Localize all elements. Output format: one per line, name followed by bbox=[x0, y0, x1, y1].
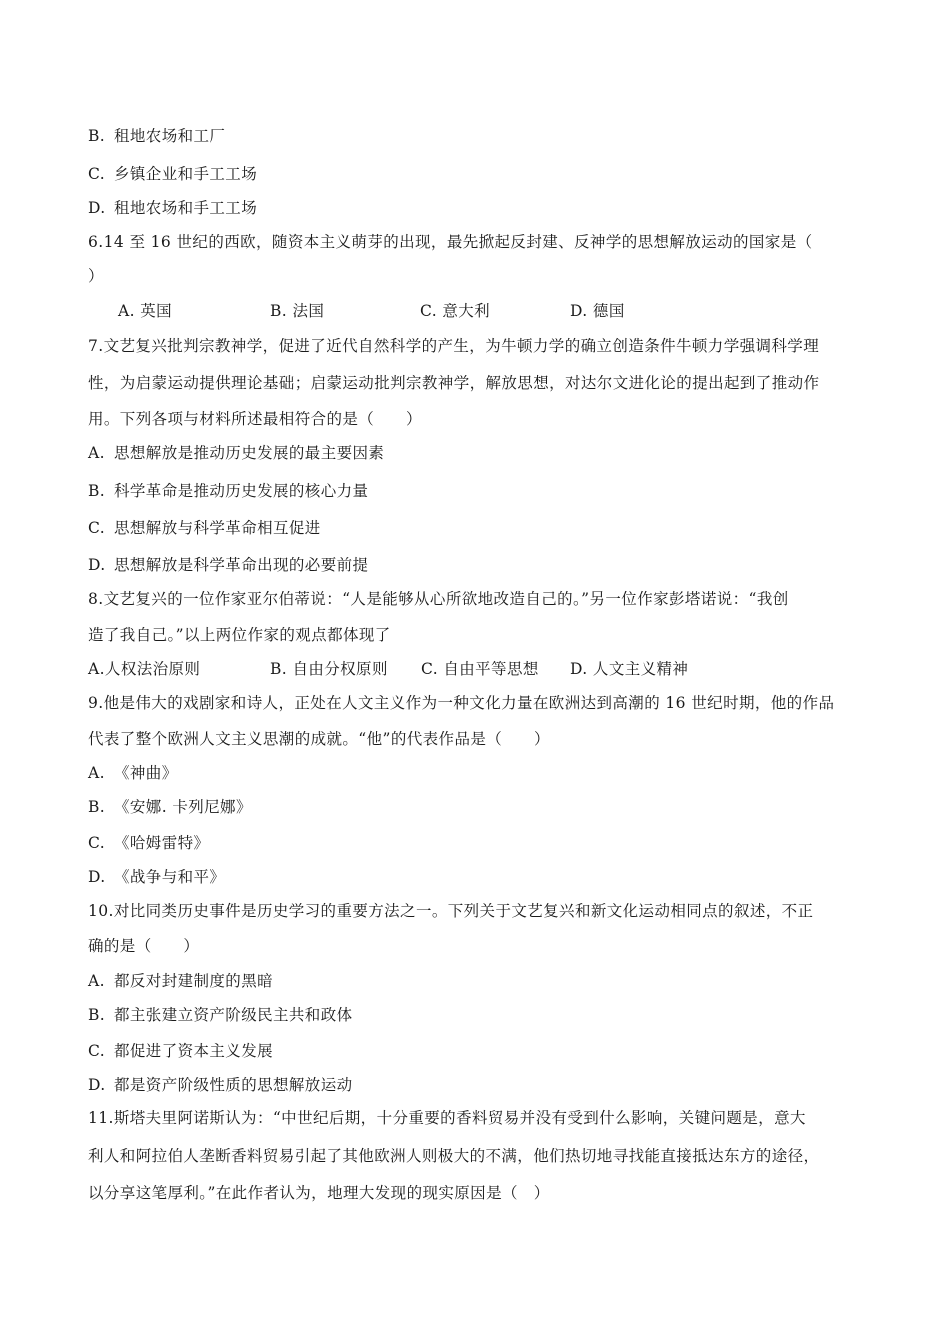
option-label: C. bbox=[88, 1042, 106, 1060]
q8-stem-line2: 造了我自己。”以上两位作家的观点都体现了 bbox=[88, 626, 391, 644]
q5-option-b bbox=[88, 126, 225, 146]
q10-option-d bbox=[88, 1075, 353, 1095]
q10-stem-line2: 确的是（ ） bbox=[88, 937, 200, 955]
option-label: C. bbox=[88, 834, 106, 852]
option-text: 乡镇企业和手工工场 bbox=[114, 165, 258, 183]
option-label: D. bbox=[88, 199, 106, 217]
q11-stem-line1: 11.斯塔夫里阿诺斯认为：“中世纪后期，十分重要的香料贸易并没有受到什么影响，关键问题是，意大 bbox=[88, 1109, 806, 1127]
option-text: 租地农场和工厂 bbox=[114, 127, 226, 145]
option-text: 都主张建立资产阶级民主共和政体 bbox=[114, 1006, 353, 1024]
q6-option-d: D. 德国 bbox=[570, 302, 625, 320]
q7-option-a bbox=[88, 443, 384, 463]
q9-option-b bbox=[88, 797, 252, 817]
option-text: 都是资产阶级性质的思想解放运动 bbox=[114, 1076, 353, 1094]
q7-stem-line1: 7.文艺复兴批判宗教神学，促进了近代自然科学的产生，为牛顿力学的确立创造条件牛顿力学强调科学理 bbox=[88, 337, 820, 355]
option-text: 都促进了资本主义发展 bbox=[114, 1042, 274, 1060]
option-label: A. bbox=[88, 444, 105, 462]
option-text: 思想解放是科学革命出现的必要前提 bbox=[114, 556, 369, 574]
q5-option-c bbox=[88, 164, 257, 184]
q8-option-b: B. 自由分权原则 bbox=[270, 660, 388, 678]
q9-option-d bbox=[88, 867, 225, 887]
q10-option-a bbox=[88, 971, 273, 991]
option-label: D. bbox=[88, 868, 106, 886]
q7-stem-line3: 用。下列各项与材料所述最相符合的是（ ） bbox=[88, 410, 422, 428]
option-label: D. bbox=[88, 556, 106, 574]
q6-stem-line2: ） bbox=[88, 267, 104, 285]
option-label: A. bbox=[88, 972, 105, 990]
option-label: C. bbox=[88, 165, 106, 183]
option-text: 思想解放是推动历史发展的最主要因素 bbox=[114, 444, 385, 462]
option-text: 《哈姆雷特》 bbox=[114, 834, 210, 852]
option-text: 科学革命是推动历史发展的核心力量 bbox=[114, 482, 369, 500]
option-label: B. bbox=[88, 482, 106, 500]
q6-options-row bbox=[118, 301, 818, 321]
q7-option-b bbox=[88, 481, 368, 501]
q7-stem-line2: 性，为启蒙运动提供理论基础；启蒙运动批判宗教神学，解放思想，对达尔文进化论的提出起到了推动作 bbox=[88, 374, 820, 392]
option-text: 《神曲》 bbox=[114, 764, 178, 782]
q10-option-c bbox=[88, 1041, 273, 1061]
option-text: 都反对封建制度的黑暗 bbox=[114, 972, 274, 990]
q7-option-d bbox=[88, 555, 368, 575]
q9-option-c bbox=[88, 833, 209, 853]
option-text: 《安娜. 卡列尼娜》 bbox=[114, 798, 252, 816]
option-label: B. bbox=[88, 798, 106, 816]
option-label: B. bbox=[88, 1006, 106, 1024]
option-label: C. bbox=[88, 519, 106, 537]
option-label: B. bbox=[88, 127, 106, 145]
option-label: A. bbox=[88, 764, 105, 782]
q10-option-b bbox=[88, 1005, 353, 1025]
q8-option-c: C. 自由平等思想 bbox=[421, 660, 539, 678]
q8-stem-line1: 8.文艺复兴的一位作家亚尔伯蒂说：“人是能够从心所欲地改造自己的。”另一位作家彭塔诺说：“我创 bbox=[88, 590, 789, 608]
q6-option-a: A. 英国 bbox=[118, 302, 173, 320]
q9-stem-line2: 代表了整个欧洲人文主义思潮的成就。“他”的代表作品是（ ） bbox=[88, 730, 550, 748]
q8-option-d: D. 人文主义精神 bbox=[570, 660, 689, 678]
q8-option-a: A.人权法治原则 bbox=[88, 660, 201, 678]
q7-option-c bbox=[88, 518, 321, 538]
option-text: 《战争与和平》 bbox=[114, 868, 226, 886]
option-text: 租地农场和手工工场 bbox=[114, 199, 258, 217]
q8-options-row bbox=[88, 659, 788, 679]
q9-option-a bbox=[88, 763, 178, 783]
option-label: D. bbox=[88, 1076, 106, 1094]
q11-stem-line2: 利人和阿拉伯人垄断香料贸易引起了其他欧洲人则极大的不满，他们热切地寻找能直接抵达东方的途径， bbox=[88, 1147, 820, 1165]
q6-stem-line1: 6.14 至 16 世纪的西欧，随资本主义萌芽的出现，最先掀起反封建、反神学的思想解放运动的国家是（ bbox=[88, 233, 813, 251]
q10-stem-line1: 10.对比同类历史事件是历史学习的重要方法之一。下列关于文艺复兴和新文化运动相同点的叙述，不正 bbox=[88, 902, 814, 920]
q6-option-c: C. 意大利 bbox=[420, 302, 491, 320]
q5-option-d bbox=[88, 198, 257, 218]
q11-stem-line3: 以分享这笔厚利。”在此作者认为，地理大发现的现实原因是（ ） bbox=[88, 1184, 550, 1202]
option-text: 思想解放与科学革命相互促进 bbox=[114, 519, 321, 537]
q6-option-b: B. 法国 bbox=[270, 302, 325, 320]
q9-stem-line1: 9.他是伟大的戏剧家和诗人，正处在人文主义作为一种文化力量在欧洲达到高潮的 16 世纪时期，他的作品 bbox=[88, 694, 835, 712]
